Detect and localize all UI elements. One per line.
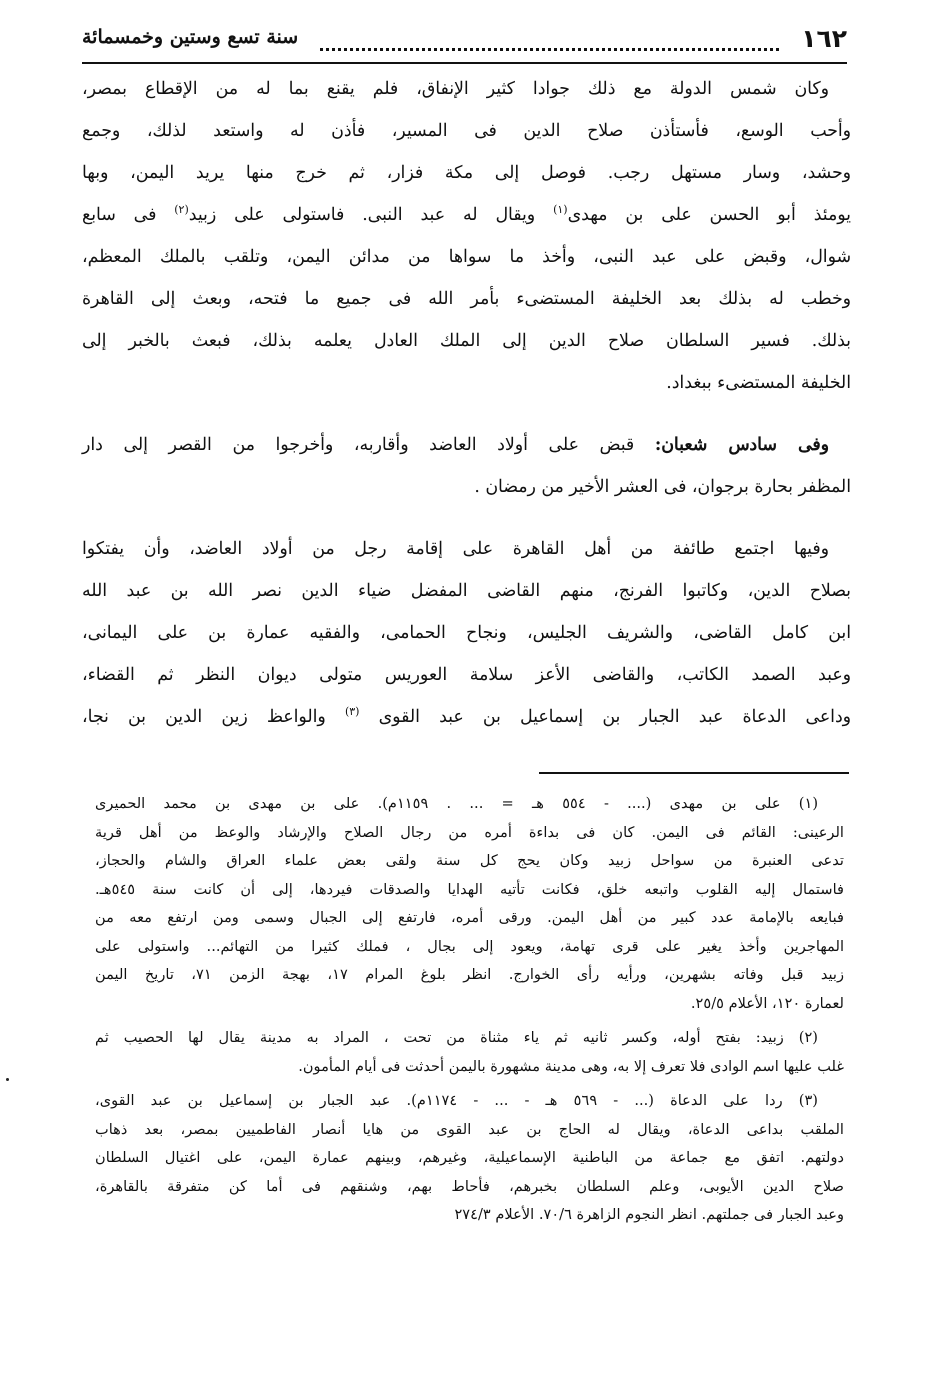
footnote-line: غلب عليها اسم الوادى فلا تعرف إلا به، وهى مدينة مشهورة باليمن أحدثت فى أيام المأمون. <box>298 1057 844 1075</box>
footnote-line: (١) على بن مهدى (.... - ٥٥٤ هـ = ... . ١١٥٩م). على بن مهدى بن محمد الحميرى <box>95 795 819 812</box>
footnote-line: زبيد قبل وفاته بشهرين، ورأيه رأى الخوارج. انظر بلوغ المرام ١٧، بهجة الزمن ٧١، تاريخ اليمن <box>95 966 845 983</box>
footnote-line: (٣) ردا على الدعاة (... - ٥٦٩ هـ - ... - ١١٧٤م). عبد الجبار بن إسماعيل بن عبد القوى، <box>95 1092 818 1109</box>
text-line: وكان شمس الدولة مع ذلك جوادا كثير الإنفاق، فلم يقنع بما له من الإقطاع بمصر، <box>82 79 829 99</box>
paragraph-2 <box>82 424 851 508</box>
text-line: وعبد الصمد الكاتب، والقاضى الأعز سلامة العوريس متولى ديوان النظر ثم القضاء، <box>82 665 851 685</box>
footnote-line: فاستمال إليه القلوب واتبعه خلق، فكانت تأتيه الهدايا والصدقات فيردها، إلى أن كانت سنة ٥٤٥هـ. <box>95 880 844 898</box>
footnote-line: وعبد الجبار فى جملتهم. انظر النجوم الزاهرة ٧٠/٦. الأعلام ٢٧٤/٣ <box>454 1206 844 1223</box>
header-dot-leader <box>320 48 779 55</box>
text-segment: ويقال له عبد النبى. فاستولى على زبيد <box>188 205 536 225</box>
paragraph-1 <box>82 68 851 404</box>
footnote-line: الرعينى: القائم فى اليمن. كان فى بداءة أمره من رجال الصلاح والإرشاد والوعظ من أهل قرية <box>95 823 844 841</box>
footnote-marker-1: (١) <box>553 203 568 217</box>
text-line <box>82 696 851 738</box>
text-line <box>82 194 851 236</box>
footnote-line: صلاح الدين الأيوبى، وعلم السلطان بخبرهم، فأحاط بهم، وشنقهم فى أما كن متفرقة بالقاهرة، <box>95 1177 844 1195</box>
footnote-marker-2: (٢) <box>174 203 189 217</box>
margin-speck <box>6 1078 9 1081</box>
paragraph-lead: وفى سادس شعبان: <box>654 435 830 455</box>
footnote-marker-3: (٣) <box>344 705 360 719</box>
footnote-line: (٢) زبيد: بفتح أوله، وكسر ثانيه ثم ياء مثناة من تحت ، المراد به مدينة يقال لها الحصيب ثم <box>95 1029 818 1046</box>
footnote-line: تدعى العنبرة من سواحل زبيد وكان يحج كل سنة ولقى بعض علماء العراق والشام والحجاز، <box>95 852 844 869</box>
footnote-separator <box>539 772 849 774</box>
footnote-line: المهاجرين وأخذ يغير على قرى تهامة، ويعود إلى بجال ، فملك كثيرا من التهائم... واستولى على <box>95 937 844 955</box>
text-segment: يومئذ أبو الحسن على بن مهدى <box>567 205 851 225</box>
footnote-1 <box>95 790 844 1018</box>
page-number: ١٦٢ <box>801 24 847 53</box>
text-line: بذلك. فسير السلطان صلاح الدين إلى الملك العادل يعلمه بذلك، فبعث بالخبر إلى <box>82 331 851 351</box>
running-title: سنة تسع وستين وخمسمائة <box>82 26 299 48</box>
paragraph-3 <box>82 528 851 738</box>
text-line: وفيها اجتمع طائفة من أهل القاهرة على إقامة رجل من أولاد العاضد، وأن يفتكوا <box>82 539 829 559</box>
text-line <box>82 424 851 466</box>
text-segment: فى سابع <box>82 205 157 225</box>
main-text <box>82 68 851 738</box>
text-line: وحشد، وسار مستهل رجب. فوصل إلى مكة فزار، ثم خرج منها يريد اليمن، وبها <box>82 163 851 183</box>
footnote-line: فبايعه بالإمامة عدد كبير من أهل اليمن. ورقى أمره، فارتفع إلى الجبال وسمى ومن ارتفع معه من <box>95 909 844 926</box>
text-segment: وداعى الدعاة عبد الجبار بن إسماعيل بن عبد القوى <box>378 707 852 727</box>
text-line: شوال، وقبض على عبد النبى، وأخذ ما سواها من مدائن اليمن، وتلقب بالملك المعظم، <box>82 247 851 267</box>
text-line: بصلاح الدين، وكاتبوا الفرنج، منهم القاضى المفضل ضياء الدين نصر الله بن عبد الله <box>82 581 851 601</box>
footnote-2 <box>95 1024 844 1081</box>
footnote-line: الملقب بداعى الدعاة، ويقال له الحاج بن عبد القوى من هايا أنصار الفاطميين بمصر، بعد ذهاب <box>95 1120 844 1138</box>
text-segment: والواعظ زين الدين بن نجا، <box>82 707 326 727</box>
text-line: المظفر بحارة برجوان، فى العشر الأخير من رمضان . <box>474 477 851 497</box>
text-line: وأحب الوسع، فأستأذن صلاح الدين فى المسير، فأذن له واستعد لذلك، وجمع <box>82 121 851 141</box>
text-line: ابن كامل القاضى، والشريف الجليس، ونجاح الحمامى، والفقيه عمارة بن على اليمانى، <box>82 623 851 643</box>
footnote-line: دولتهم. اتفق مع جماعة من الباطنية الإسماعيلية، وغيرهم، وبينهم عمارة اليمن، على اغتيال السلطان <box>95 1149 844 1166</box>
text-line: الخليفة المستضىء ببغداد. <box>666 373 851 393</box>
text-segment: قبض على أولاد العاضد وأقاربه، وأخرجوا من القصر إلى دار <box>82 435 635 455</box>
text-line: وخطب له بذلك بعد الخليفة المستضىء بأمر الله فى جميع ما فتحه، وبعث إلى القاهرة <box>82 289 851 309</box>
footnote-3 <box>95 1087 844 1230</box>
footnote-line: لعمارة ١٢٠، الأعلام ٢٥/٥. <box>690 994 844 1012</box>
page-header <box>82 22 847 64</box>
footnotes <box>95 790 844 1236</box>
